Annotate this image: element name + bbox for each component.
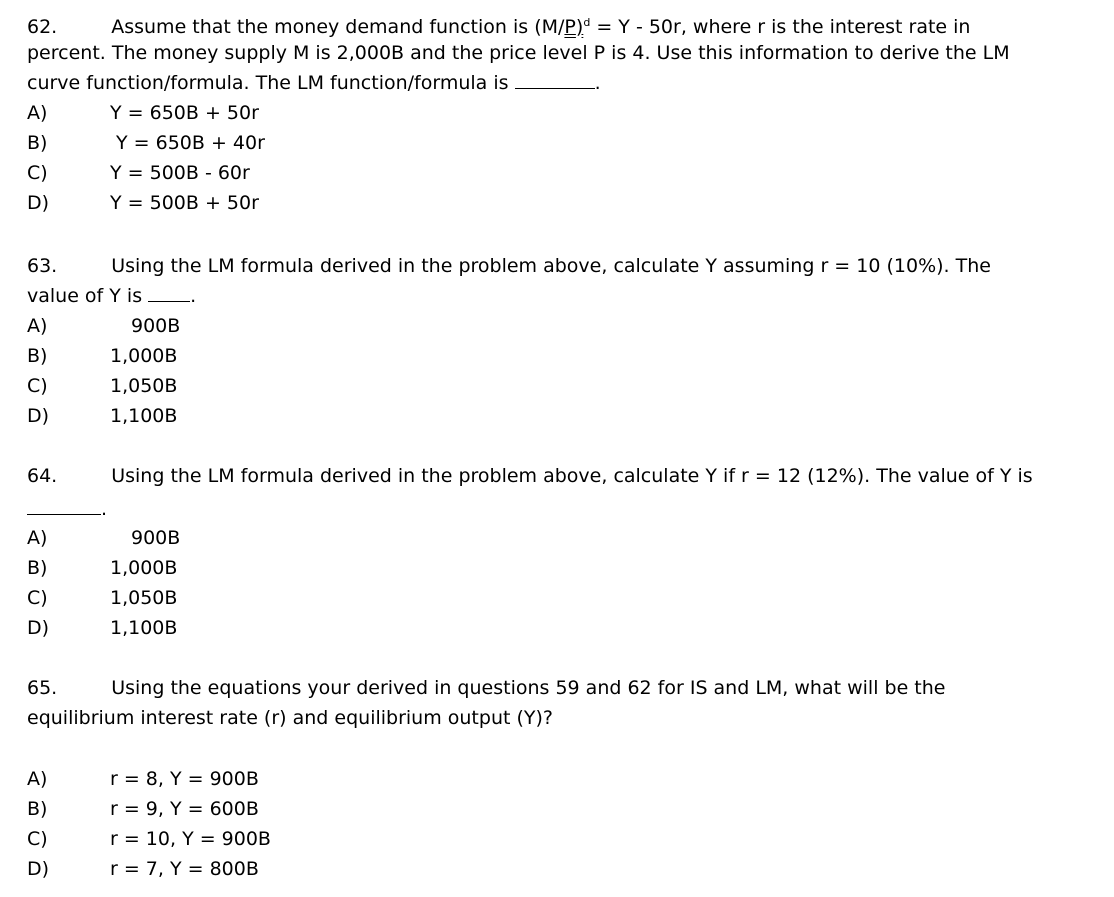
option-text: r = 7, Y = 800B	[110, 858, 259, 880]
option-text: 1,100B	[110, 405, 178, 427]
option-text: r = 10, Y = 900B	[110, 828, 271, 850]
question-62-line-1	[27, 8, 970, 42]
question-text: Assume that the money demand function is (M/	[111, 16, 565, 38]
question-64-line-2	[27, 494, 107, 524]
option-letter: A)	[27, 315, 48, 337]
option-letter: A)	[27, 768, 48, 790]
question-63-line-2	[27, 281, 196, 311]
option-text: 1,000B	[110, 557, 178, 579]
question-text: value of Y is	[27, 285, 143, 307]
superscript-d: d	[583, 16, 591, 29]
option-text: Y = 650B + 40r	[116, 132, 265, 154]
question-65-line-2: equilibrium interest rate (r) and equilibrium output (Y)?	[27, 707, 553, 729]
question-62-line-2: percent. The money supply M is 2,000B and the price level P is 4. Use this information to derive the LM	[27, 42, 1010, 64]
option-letter: C)	[27, 587, 48, 609]
option-letter: D)	[27, 617, 50, 639]
option-letter: B)	[27, 132, 48, 154]
option-letter: C)	[27, 375, 48, 397]
option-letter: B)	[27, 557, 48, 579]
option-letter: D)	[27, 858, 50, 880]
option-text: 1,050B	[110, 375, 178, 397]
question-number: 62.	[27, 16, 58, 38]
question-65-line-1	[27, 673, 945, 703]
option-text: 1,000B	[110, 345, 178, 367]
question-number: 63.	[27, 255, 58, 277]
option-letter: B)	[27, 798, 48, 820]
question-text: Using the LM formula derived in the problem above, calculate Y if r = 12 (12%). The value of Y is	[111, 465, 1033, 487]
question-64-line-1	[27, 461, 1033, 491]
option-text: 900B	[131, 527, 181, 549]
option-text: Y = 650B + 50r	[110, 102, 259, 124]
option-text: Y = 500B - 60r	[110, 162, 250, 184]
option-letter: B)	[27, 345, 48, 367]
period: .	[594, 72, 601, 94]
answer-blank	[515, 70, 595, 89]
question-text: Using the equations your derived in questions 59 and 62 for IS and LM, what will be the	[111, 677, 946, 699]
option-text: r = 9, Y = 600B	[110, 798, 259, 820]
question-text: Using the LM formula derived in the problem above, calculate Y assuming r = 10 (10%). The	[111, 255, 991, 277]
answer-blank	[148, 283, 190, 302]
option-text: 1,050B	[110, 587, 178, 609]
question-number: 65.	[27, 677, 58, 699]
option-text: 900B	[131, 315, 181, 337]
option-text: r = 8, Y = 900B	[110, 768, 259, 790]
option-letter: D)	[27, 192, 50, 214]
answer-blank	[27, 496, 101, 515]
question-63-line-1	[27, 251, 991, 281]
period: .	[101, 498, 108, 520]
question-text: = Y - 50r, where r is the interest rate in	[590, 16, 971, 38]
option-text: Y = 500B + 50r	[110, 192, 259, 214]
question-text: curve function/formula. The LM function/formula is	[27, 72, 509, 94]
option-letter: D)	[27, 405, 50, 427]
paren: )	[575, 16, 584, 38]
question-text-p: P	[564, 16, 576, 38]
option-letter: A)	[27, 527, 48, 549]
question-62-line-3	[27, 68, 601, 98]
option-text: 1,100B	[110, 617, 178, 639]
option-letter: C)	[27, 828, 48, 850]
question-number: 64.	[27, 465, 58, 487]
option-letter: A)	[27, 102, 48, 124]
period: .	[190, 285, 197, 307]
option-letter: C)	[27, 162, 48, 184]
